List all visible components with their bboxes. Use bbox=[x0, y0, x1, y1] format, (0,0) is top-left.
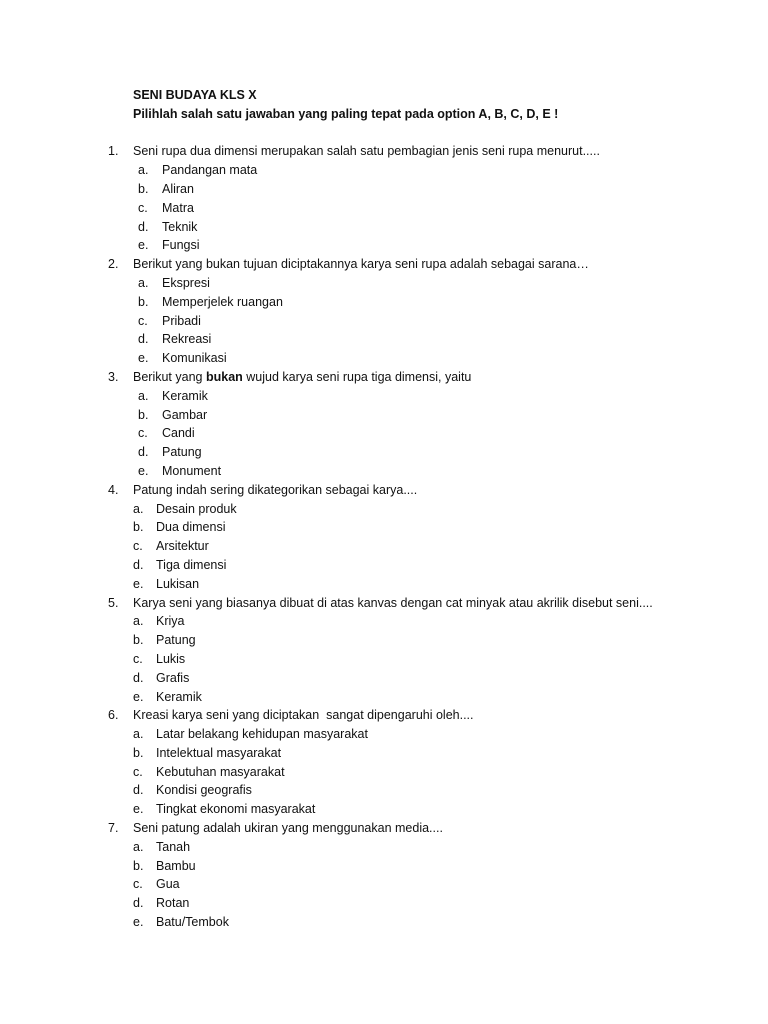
question-text bbox=[0, 594, 768, 613]
option-c: c. Matra bbox=[138, 200, 194, 215]
option-d: d. Teknik bbox=[138, 219, 198, 234]
question-text bbox=[0, 255, 768, 274]
question-text bbox=[0, 142, 768, 161]
question-stem: Seni patung adalah ukiran yang menggunakan media.... bbox=[133, 821, 443, 836]
question-4 bbox=[0, 481, 768, 594]
question-stem: Kreasi karya seni yang diciptakan sangat dipengaruhi oleh.... bbox=[133, 708, 474, 723]
option-b: b. Memperjelek ruangan bbox=[138, 294, 283, 309]
question-6 bbox=[0, 706, 768, 819]
option-d: d. Kondisi geografis bbox=[133, 783, 252, 798]
instruction-text: Pilihlah salah satu jawaban yang paling tepat pada option A, B, C, D, E ! bbox=[133, 106, 559, 121]
option-c: c. Lukis bbox=[133, 651, 186, 666]
question-number: 5. bbox=[108, 595, 119, 610]
option-a: a. Ekspresi bbox=[138, 275, 210, 290]
question-number: 7. bbox=[108, 821, 119, 836]
option-c: c. Gua bbox=[133, 877, 180, 892]
question-number: 2. bbox=[108, 257, 119, 272]
option-a: a. Tanah bbox=[133, 839, 191, 854]
question-1 bbox=[0, 142, 768, 255]
option-d: d. Grafis bbox=[133, 670, 190, 685]
question-5 bbox=[0, 594, 768, 707]
blank-line bbox=[0, 124, 768, 143]
question-number: 1. bbox=[108, 144, 119, 159]
option-a: a. Pandangan mata bbox=[138, 163, 258, 178]
option-d: d. Patung bbox=[138, 445, 202, 460]
question-stem-end: wujud karya seni rupa tiga dimensi, yaitu bbox=[242, 369, 472, 384]
option-c: c. Candi bbox=[138, 426, 195, 441]
question-number: 4. bbox=[108, 482, 119, 497]
question-stem: Karya seni yang biasanya dibuat di atas kanvas dengan cat minyak atau akrilik disebut seni.... bbox=[133, 595, 653, 610]
option-a: a. Kriya bbox=[133, 614, 185, 629]
question-stem: Seni rupa dua dimensi merupakan salah satu pembagian jenis seni rupa menurut..... bbox=[133, 144, 600, 159]
question-text bbox=[0, 481, 768, 500]
option-c: c. Pribadi bbox=[138, 313, 201, 328]
option-e: e. Fungsi bbox=[138, 238, 200, 253]
option-d: d. Tiga dimensi bbox=[133, 557, 227, 572]
option-a: a. Latar belakang kehidupan masyarakat bbox=[133, 727, 368, 742]
exam-document bbox=[0, 86, 768, 932]
question-stem-emphasis: bukan bbox=[205, 369, 243, 384]
option-b: b. Dua dimensi bbox=[133, 520, 226, 535]
option-a: a. Desain produk bbox=[133, 501, 237, 516]
question-7 bbox=[0, 819, 768, 932]
option-e: e. Komunikasi bbox=[138, 351, 227, 366]
option-a: a. Keramik bbox=[138, 388, 208, 403]
option-d: d. Rotan bbox=[133, 896, 190, 911]
question-2 bbox=[0, 255, 768, 368]
option-e: e. Tingkat ekonomi masyarakat bbox=[133, 802, 316, 817]
option-e: e. Monument bbox=[138, 463, 222, 478]
document-title: SENI BUDAYA KLS X bbox=[133, 88, 257, 102]
option-c: c. Arsitektur bbox=[133, 539, 209, 554]
question-3 bbox=[0, 368, 768, 481]
option-e: e. Batu/Tembok bbox=[133, 915, 229, 930]
question-text bbox=[0, 706, 768, 725]
option-e: e. Lukisan bbox=[133, 576, 200, 591]
option-b: b. Gambar bbox=[138, 407, 208, 422]
option-b: b. Bambu bbox=[133, 858, 196, 873]
option-d: d. Rekreasi bbox=[138, 332, 212, 347]
option-b: b. Patung bbox=[133, 633, 196, 648]
question-stem: Berikut yang bukan tujuan diciptakannya karya seni rupa adalah sebagai sarana… bbox=[133, 257, 589, 272]
option-b: b. Aliran bbox=[138, 181, 194, 196]
option-e: e. Keramik bbox=[133, 689, 202, 704]
question-number: 3. bbox=[108, 369, 119, 384]
question-stem: Patung indah sering dikategorikan sebagai karya.... bbox=[133, 482, 418, 497]
option-b: b. Intelektual masyarakat bbox=[133, 745, 282, 760]
question-stem-start: Berikut yang bbox=[133, 369, 206, 384]
question-number: 6. bbox=[108, 708, 119, 723]
question-text bbox=[0, 819, 768, 838]
question-text bbox=[0, 368, 768, 387]
option-c: c. Kebutuhan masyarakat bbox=[133, 764, 285, 779]
